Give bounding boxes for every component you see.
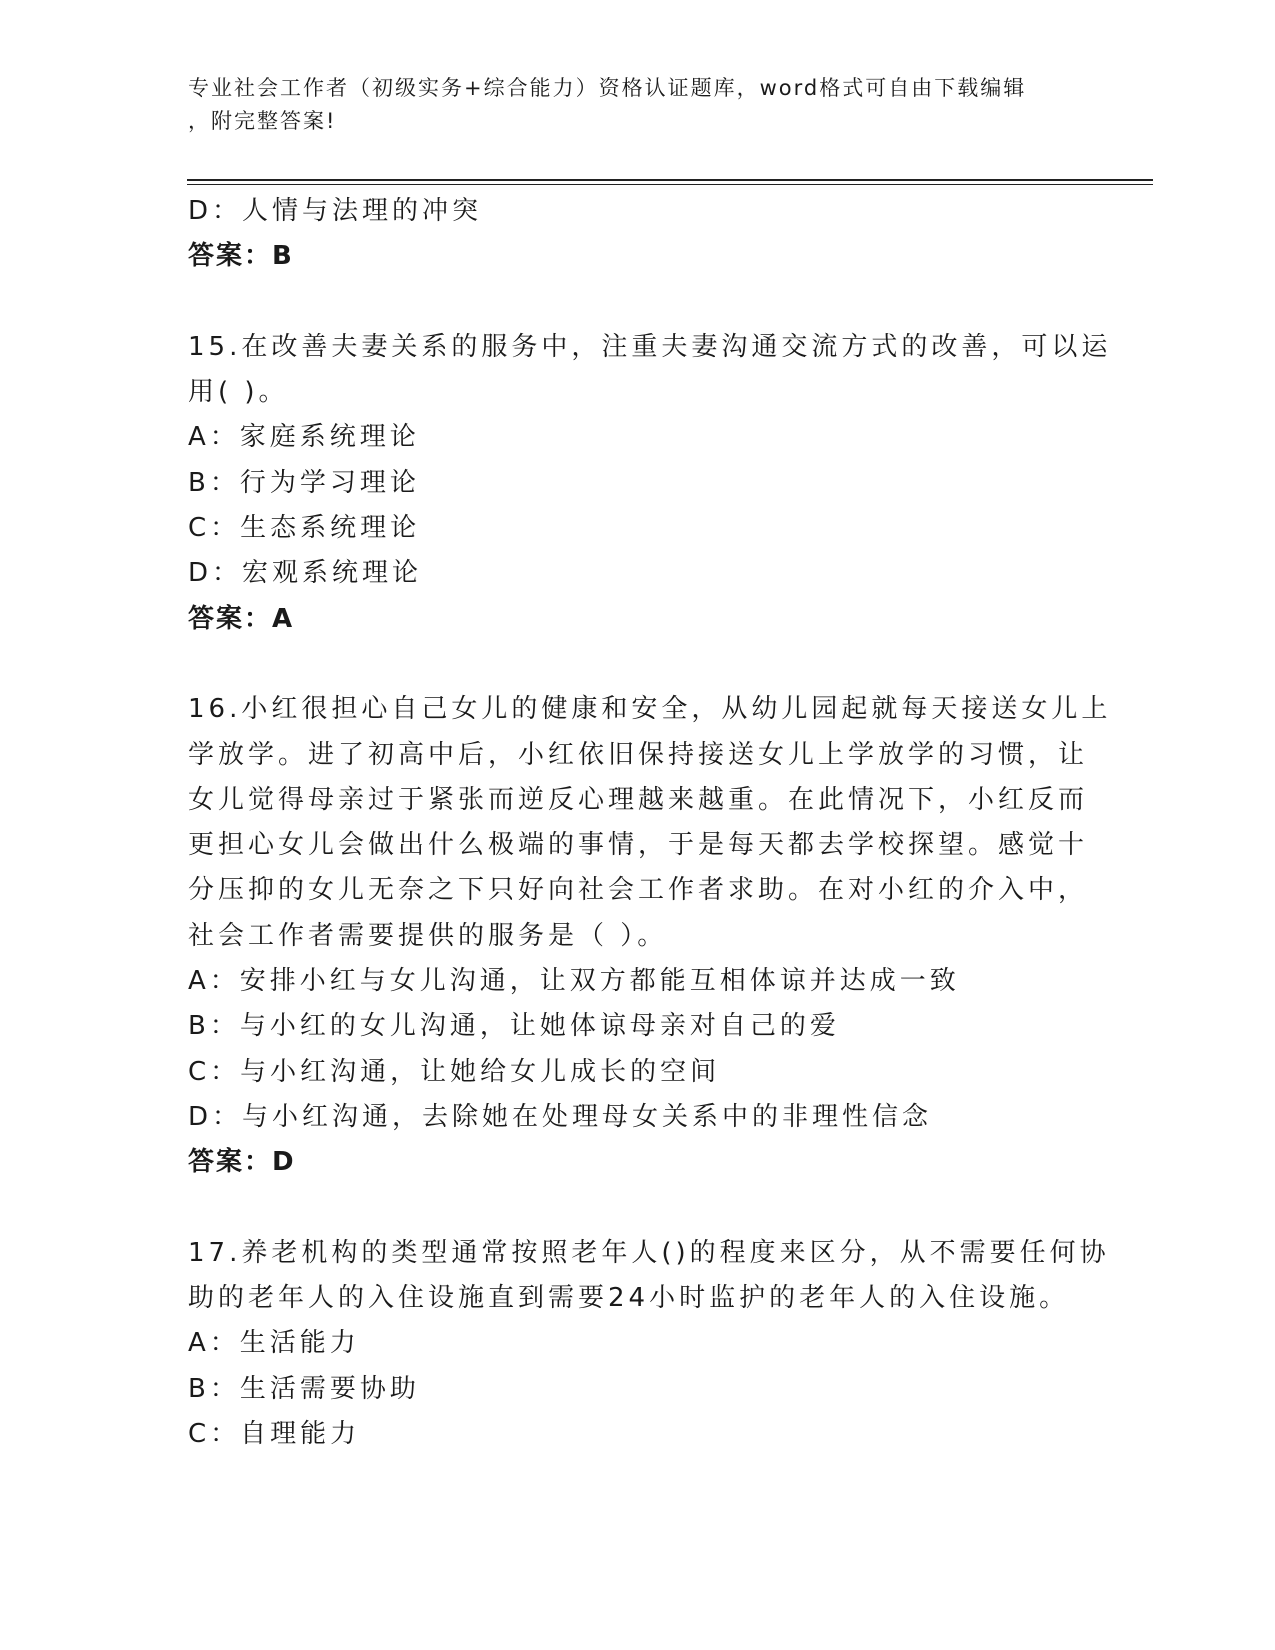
option-b: B：行为学习理论 [188,467,420,498]
spacer [188,280,1088,325]
header-divider-thin [187,184,1153,185]
question-stem-line: 15.在改善夫妻关系的服务中，注重夫妻沟通交流方式的改善，可以运 [188,331,1112,362]
question-15 [188,325,1112,642]
header-line-2: ，附完整答案! [188,109,337,133]
option-a: A：生活能力 [188,1328,360,1359]
question-content [188,189,1112,1457]
question-stem-line: 更担心女儿会做出什么极端的事情，于是每天都去学校探望。感觉十 [188,830,1089,861]
question-stem-line: 17.养老机构的类型通常按照老年人()的程度来区分，从不需要任何协 [188,1237,1110,1268]
option-c: C：生态系统理论 [188,513,421,544]
option-b: B：生活需要协助 [188,1373,420,1404]
option-c: C：与小红沟通，让她给女儿成长的空间 [188,1056,721,1087]
question-stem-line: 16.小红很担心自己女儿的健康和安全，从幼儿园起就每天接送女儿上 [188,694,1112,725]
question-stem-line: 社会工作者需要提供的服务是（ ）。 [188,920,668,951]
answer: 答案：D [188,1147,296,1178]
spacer [188,642,1088,687]
option-c: C：自理能力 [188,1419,361,1450]
option-a: A：安排小红与女儿沟通，让双方都能互相体谅并达成一致 [188,966,960,997]
option-d: D：与小红沟通，去除她在处理母女关系中的非理性信念 [188,1101,933,1132]
header-line-1: 专业社会工作者（初级实务+综合能力）资格认证题库，word格式可自由下载编辑 [188,76,1027,100]
option-b: B：与小红的女儿沟通，让她体谅母亲对自己的爱 [188,1011,840,1042]
question-stem-line: 用( )。 [188,377,289,408]
question-17 [188,1231,1110,1457]
option-d: D：宏观系统理论 [188,558,423,589]
question-16 [188,687,1112,1185]
answer: 答案：A [188,603,295,634]
prev-question-answer: 答案：B [188,241,294,272]
prev-question-option-d: D：人情与法理的冲突 [188,196,483,226]
header-divider-thick [187,179,1153,181]
page-header [188,72,1088,138]
spacer [188,1186,1088,1231]
question-stem-line: 学放学。进了初高中后，小红依旧保持接送女儿上学放学的习惯，让 [188,739,1089,770]
option-a: A：家庭系统理论 [188,422,420,453]
question-stem-line: 分压抑的女儿无奈之下只好向社会工作者求助。在对小红的介入中， [188,875,1089,906]
question-stem-line: 助的老年人的入住设施直到需要24小时监护的老年人的入住设施。 [188,1283,1070,1314]
question-stem-line: 女儿觉得母亲过于紧张而逆反心理越来越重。在此情况下，小红反而 [188,784,1089,815]
